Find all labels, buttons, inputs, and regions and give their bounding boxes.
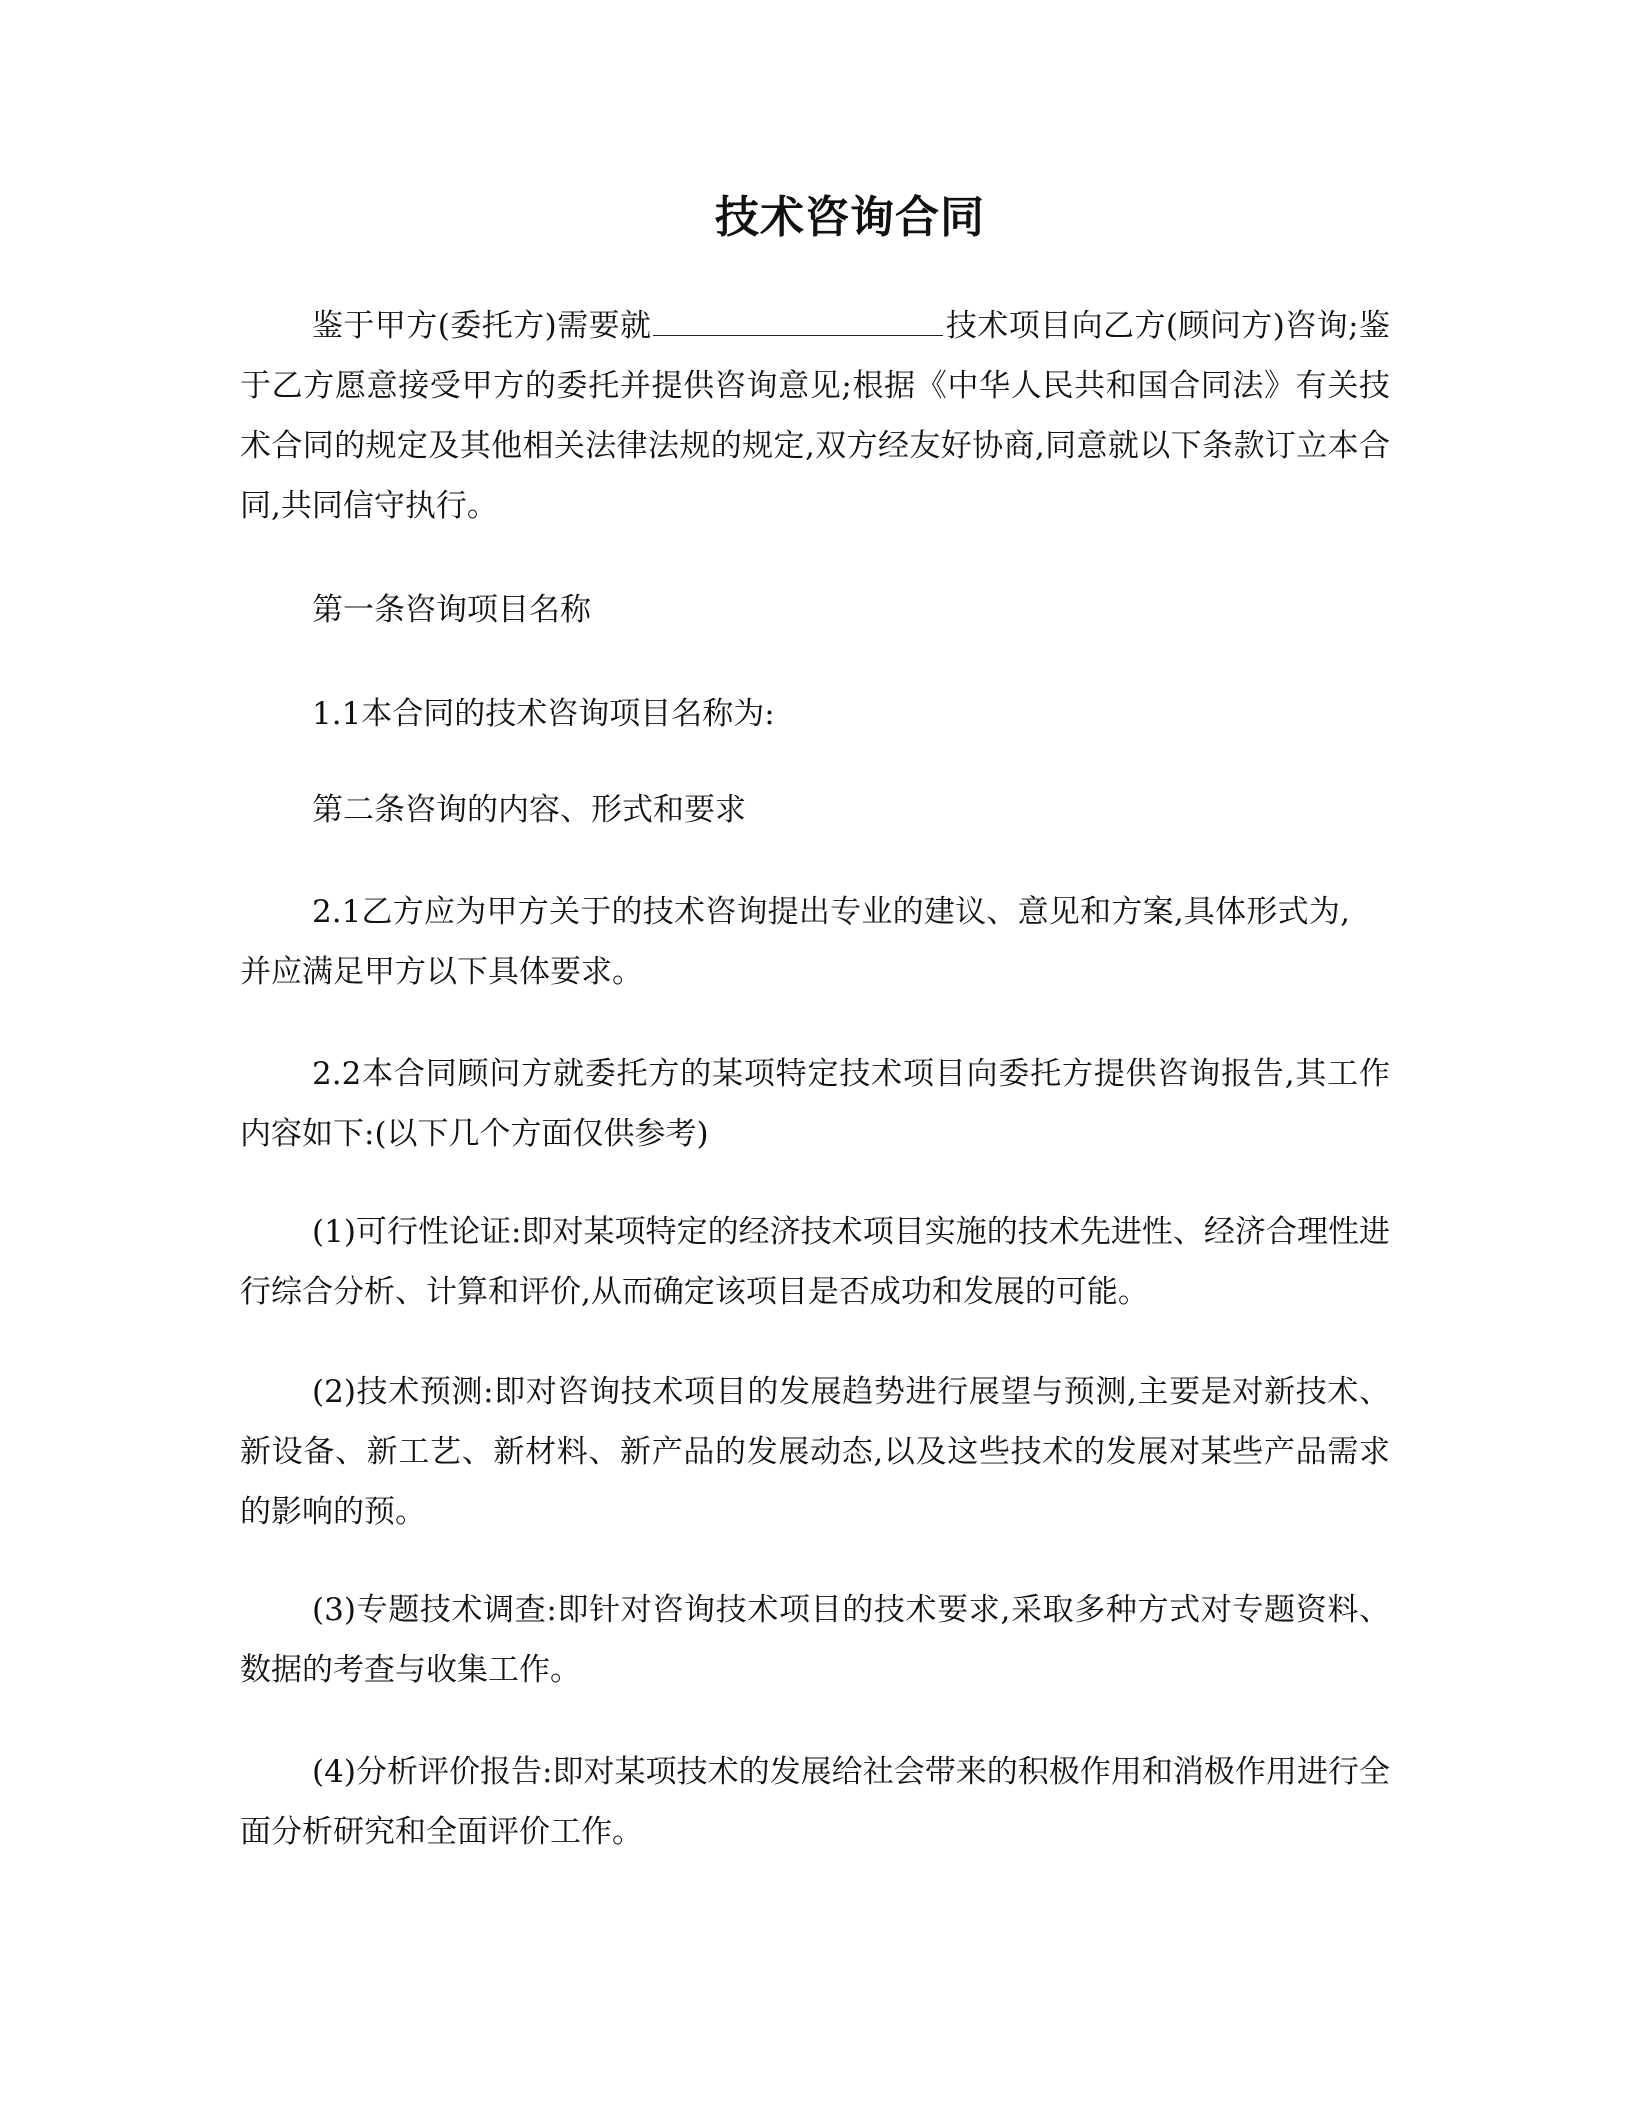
clause-1-1: 1.1本合同的技术咨询项目名称为: [312,696,775,732]
article-1-heading: 第一条咨询项目名称 [312,592,591,628]
item-feasibility: (1)可行性论证:即对某项特定的经济技术项目实施的技术先进性、经济合理性进行综合分析、计算和评价,从而确定该项目是否成功和发展的可能。 [240,1214,1390,1310]
clause-2-1: 2.1乙方应为甲方关于的技术咨询提出专业的建议、意见和方案,具体形式为,并应满足甲方以下具体要求。 [240,894,1350,990]
article-2-heading: 第二条咨询的内容、形式和要求 [312,792,746,828]
document-title: 技术咨询合同 [715,192,985,243]
preamble-text-rest: 技术项目向乙方(顾问方)咨询;鉴于乙方愿意接受甲方的委托并提供咨询意见;根据《中华人民共和国合同法》有关技术合同的规定及其他相关法律法规的规定,双方经友好协商,同意就以下条款订立本合同,共同信守执行。 [240,308,1390,524]
item-technology-forecast: (2)技术预测:即对咨询技术项目的发展趋势进行展望与预测,主要是对新技术、新设备、新工艺、新材料、新产品的发展动态,以及这些技术的发展对某些产品需求的影响的预。 [240,1374,1390,1530]
item-special-survey: (3)专题技术调查:即针对咨询技术项目的技术要求,采取多种方式对专题资料、数据的考查与收集工作。 [240,1592,1390,1688]
preamble-text-start: 鉴于甲方(委托方)需要就 [312,308,652,344]
item-analysis-report: (4)分析评价报告:即对某项技术的发展给社会带来的积极作用和消极作用进行全面分析研究和全面评价工作。 [240,1754,1390,1850]
clause-2-2: 2.2本合同顾问方就委托方的某项特定技术项目向委托方提供咨询报告,其工作内容如下:(以下几个方面仅供参考) [240,1056,1390,1152]
project-blank-line [653,305,943,336]
preamble-paragraph [240,296,1390,536]
